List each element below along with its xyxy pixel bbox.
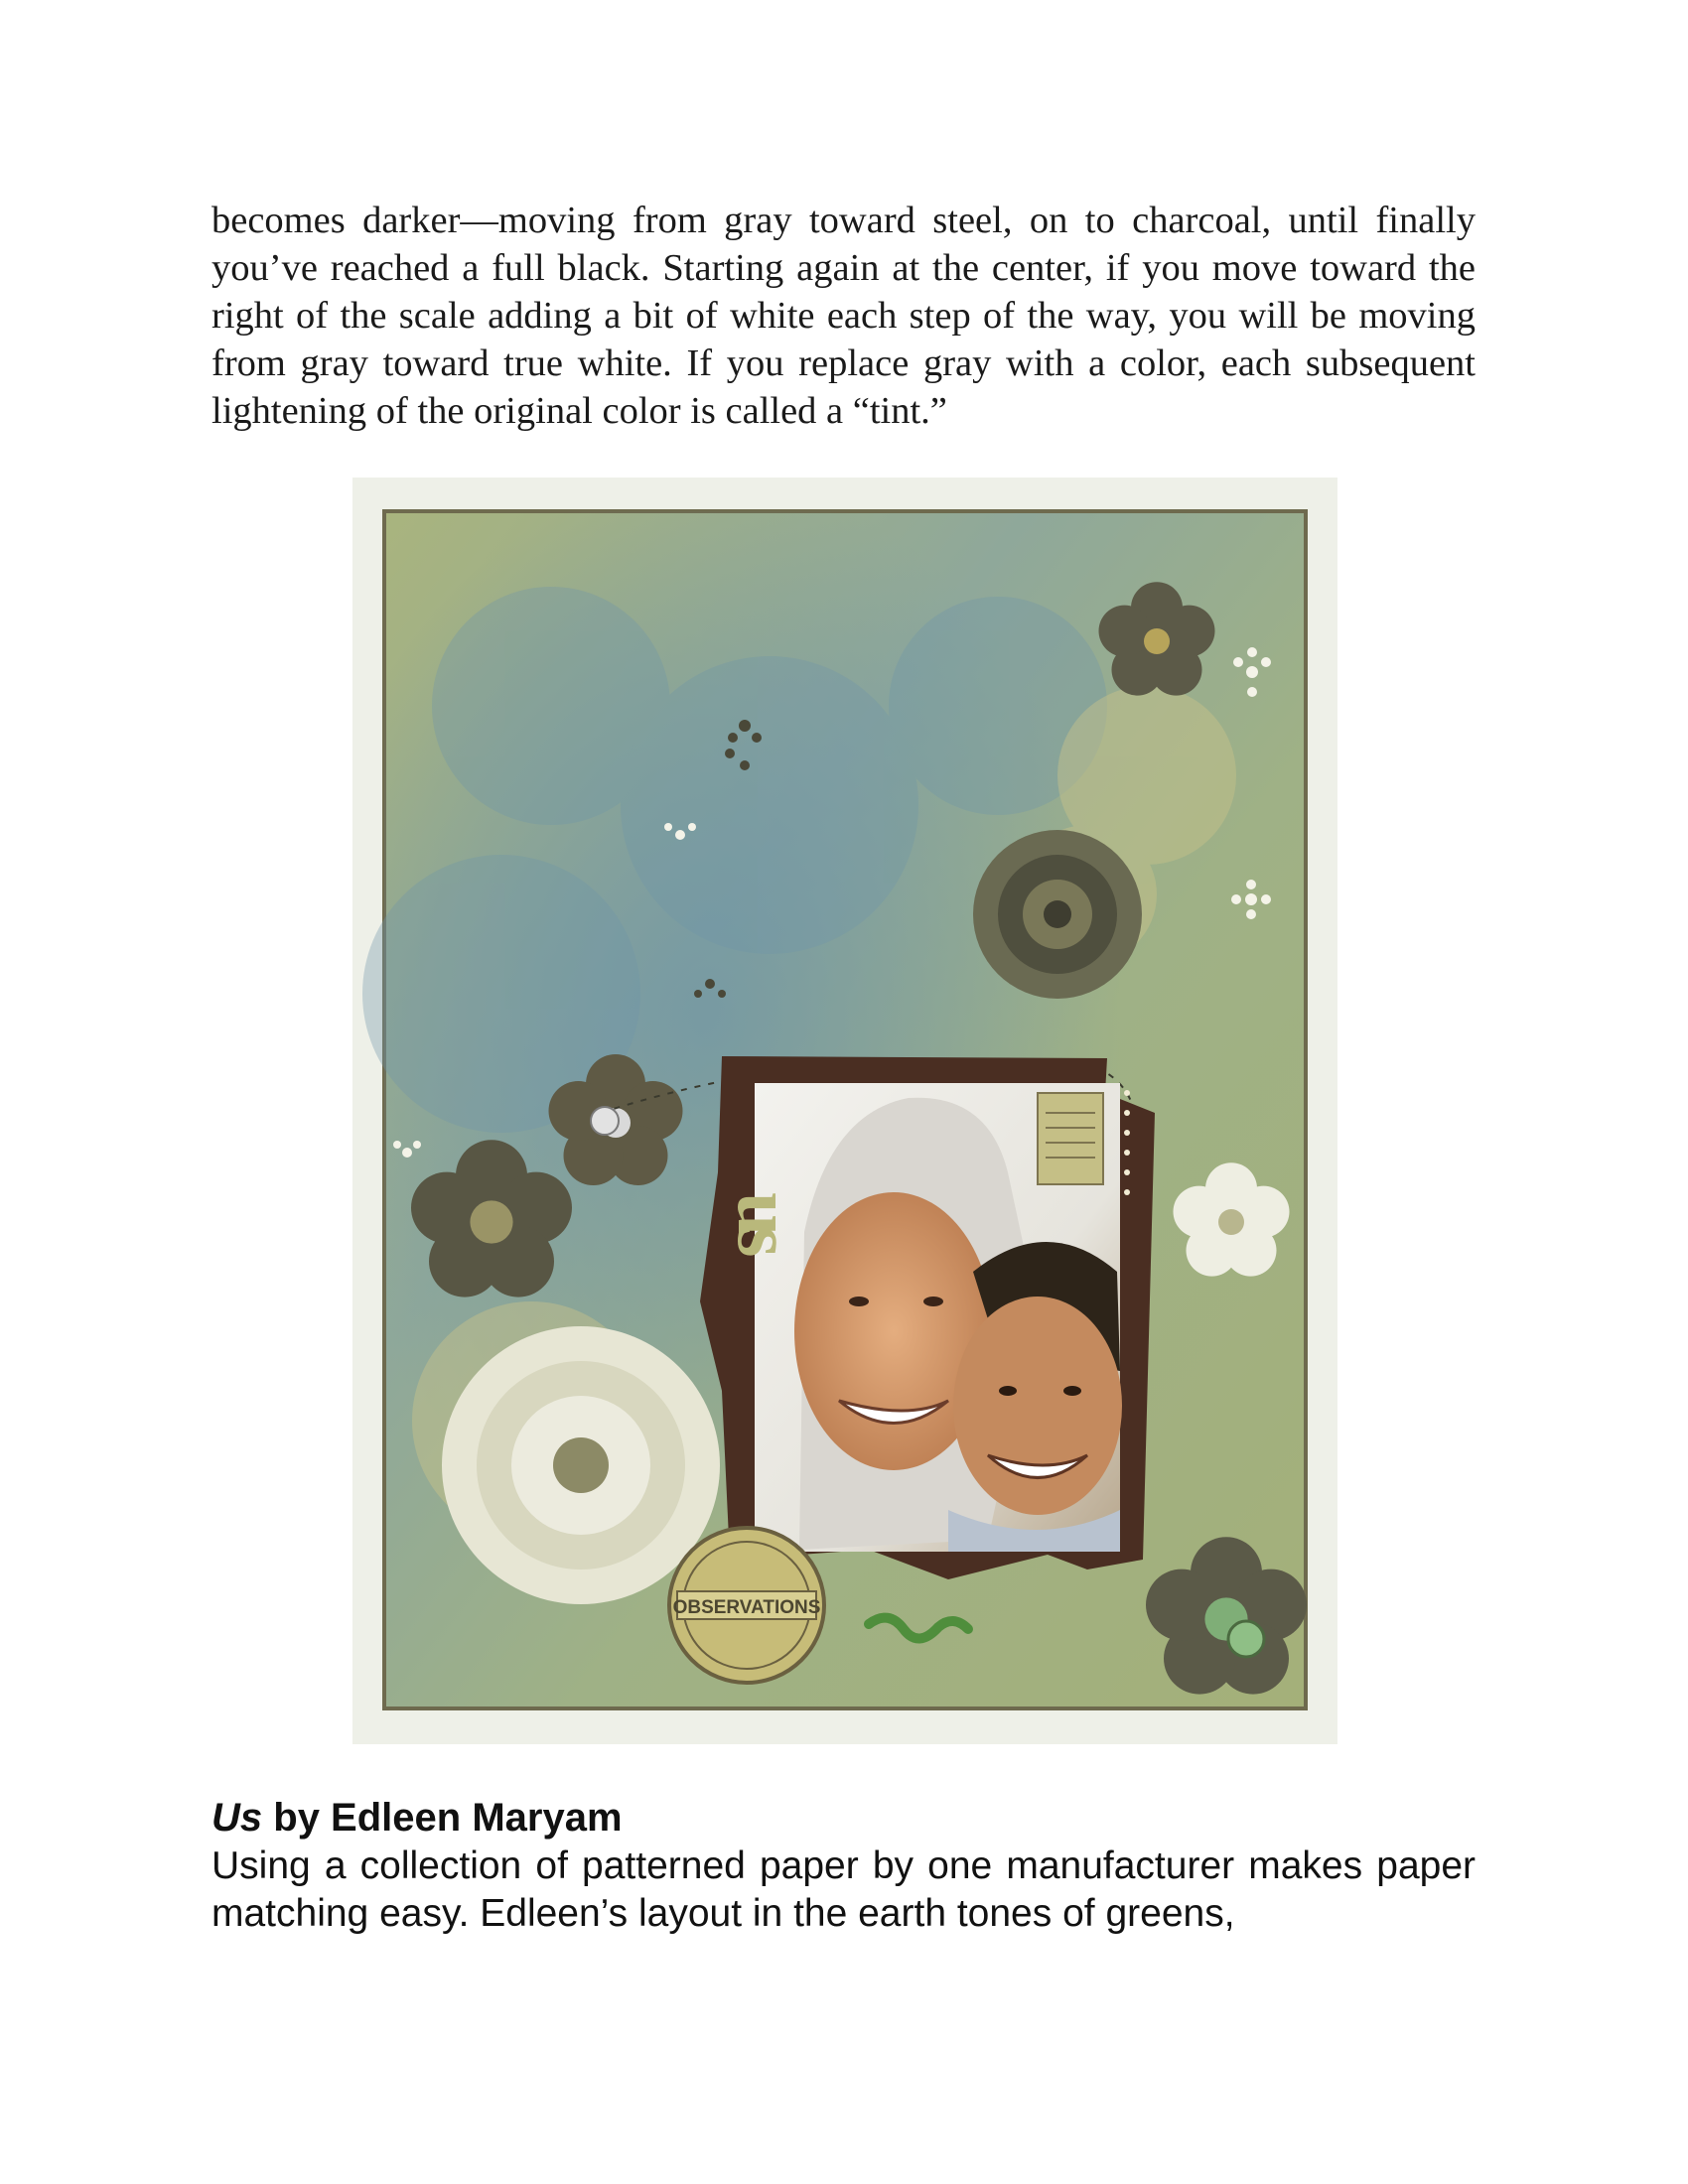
big-dark-mum-right <box>973 830 1142 999</box>
scrapbook-illustration <box>352 478 1337 1744</box>
title-letters: us <box>721 1192 808 1248</box>
caption-title <box>211 1794 1476 1842</box>
cream-mum-left <box>442 1326 720 1604</box>
svg-text:OBSERVATIONS: OBSERVATIONS <box>672 1597 821 1618</box>
intro-paragraph: becomes darker—moving from gray toward steel, on to charcoal, until finally you’ve reached a full black. Starting again at the center, if you move toward the right of the scale adding a bit of white each step of the way, you will be moving from gray toward true white. If you replace gray with a color, each subsequent lightening of the original color is called a “tint.” <box>211 200 1476 432</box>
journal-tag <box>1038 1093 1103 1184</box>
scrapbook-layout-photo <box>352 478 1337 1744</box>
caption-body: Using a collection of patterned paper by one manufacturer makes paper matching easy. Edleen’s layout in the earth tones of greens, <box>211 1844 1476 1935</box>
observations-badge <box>669 1528 824 1683</box>
caption-title-italic: Us <box>211 1796 263 1840</box>
caption-title-byline: by Edleen Maryam <box>262 1796 623 1840</box>
